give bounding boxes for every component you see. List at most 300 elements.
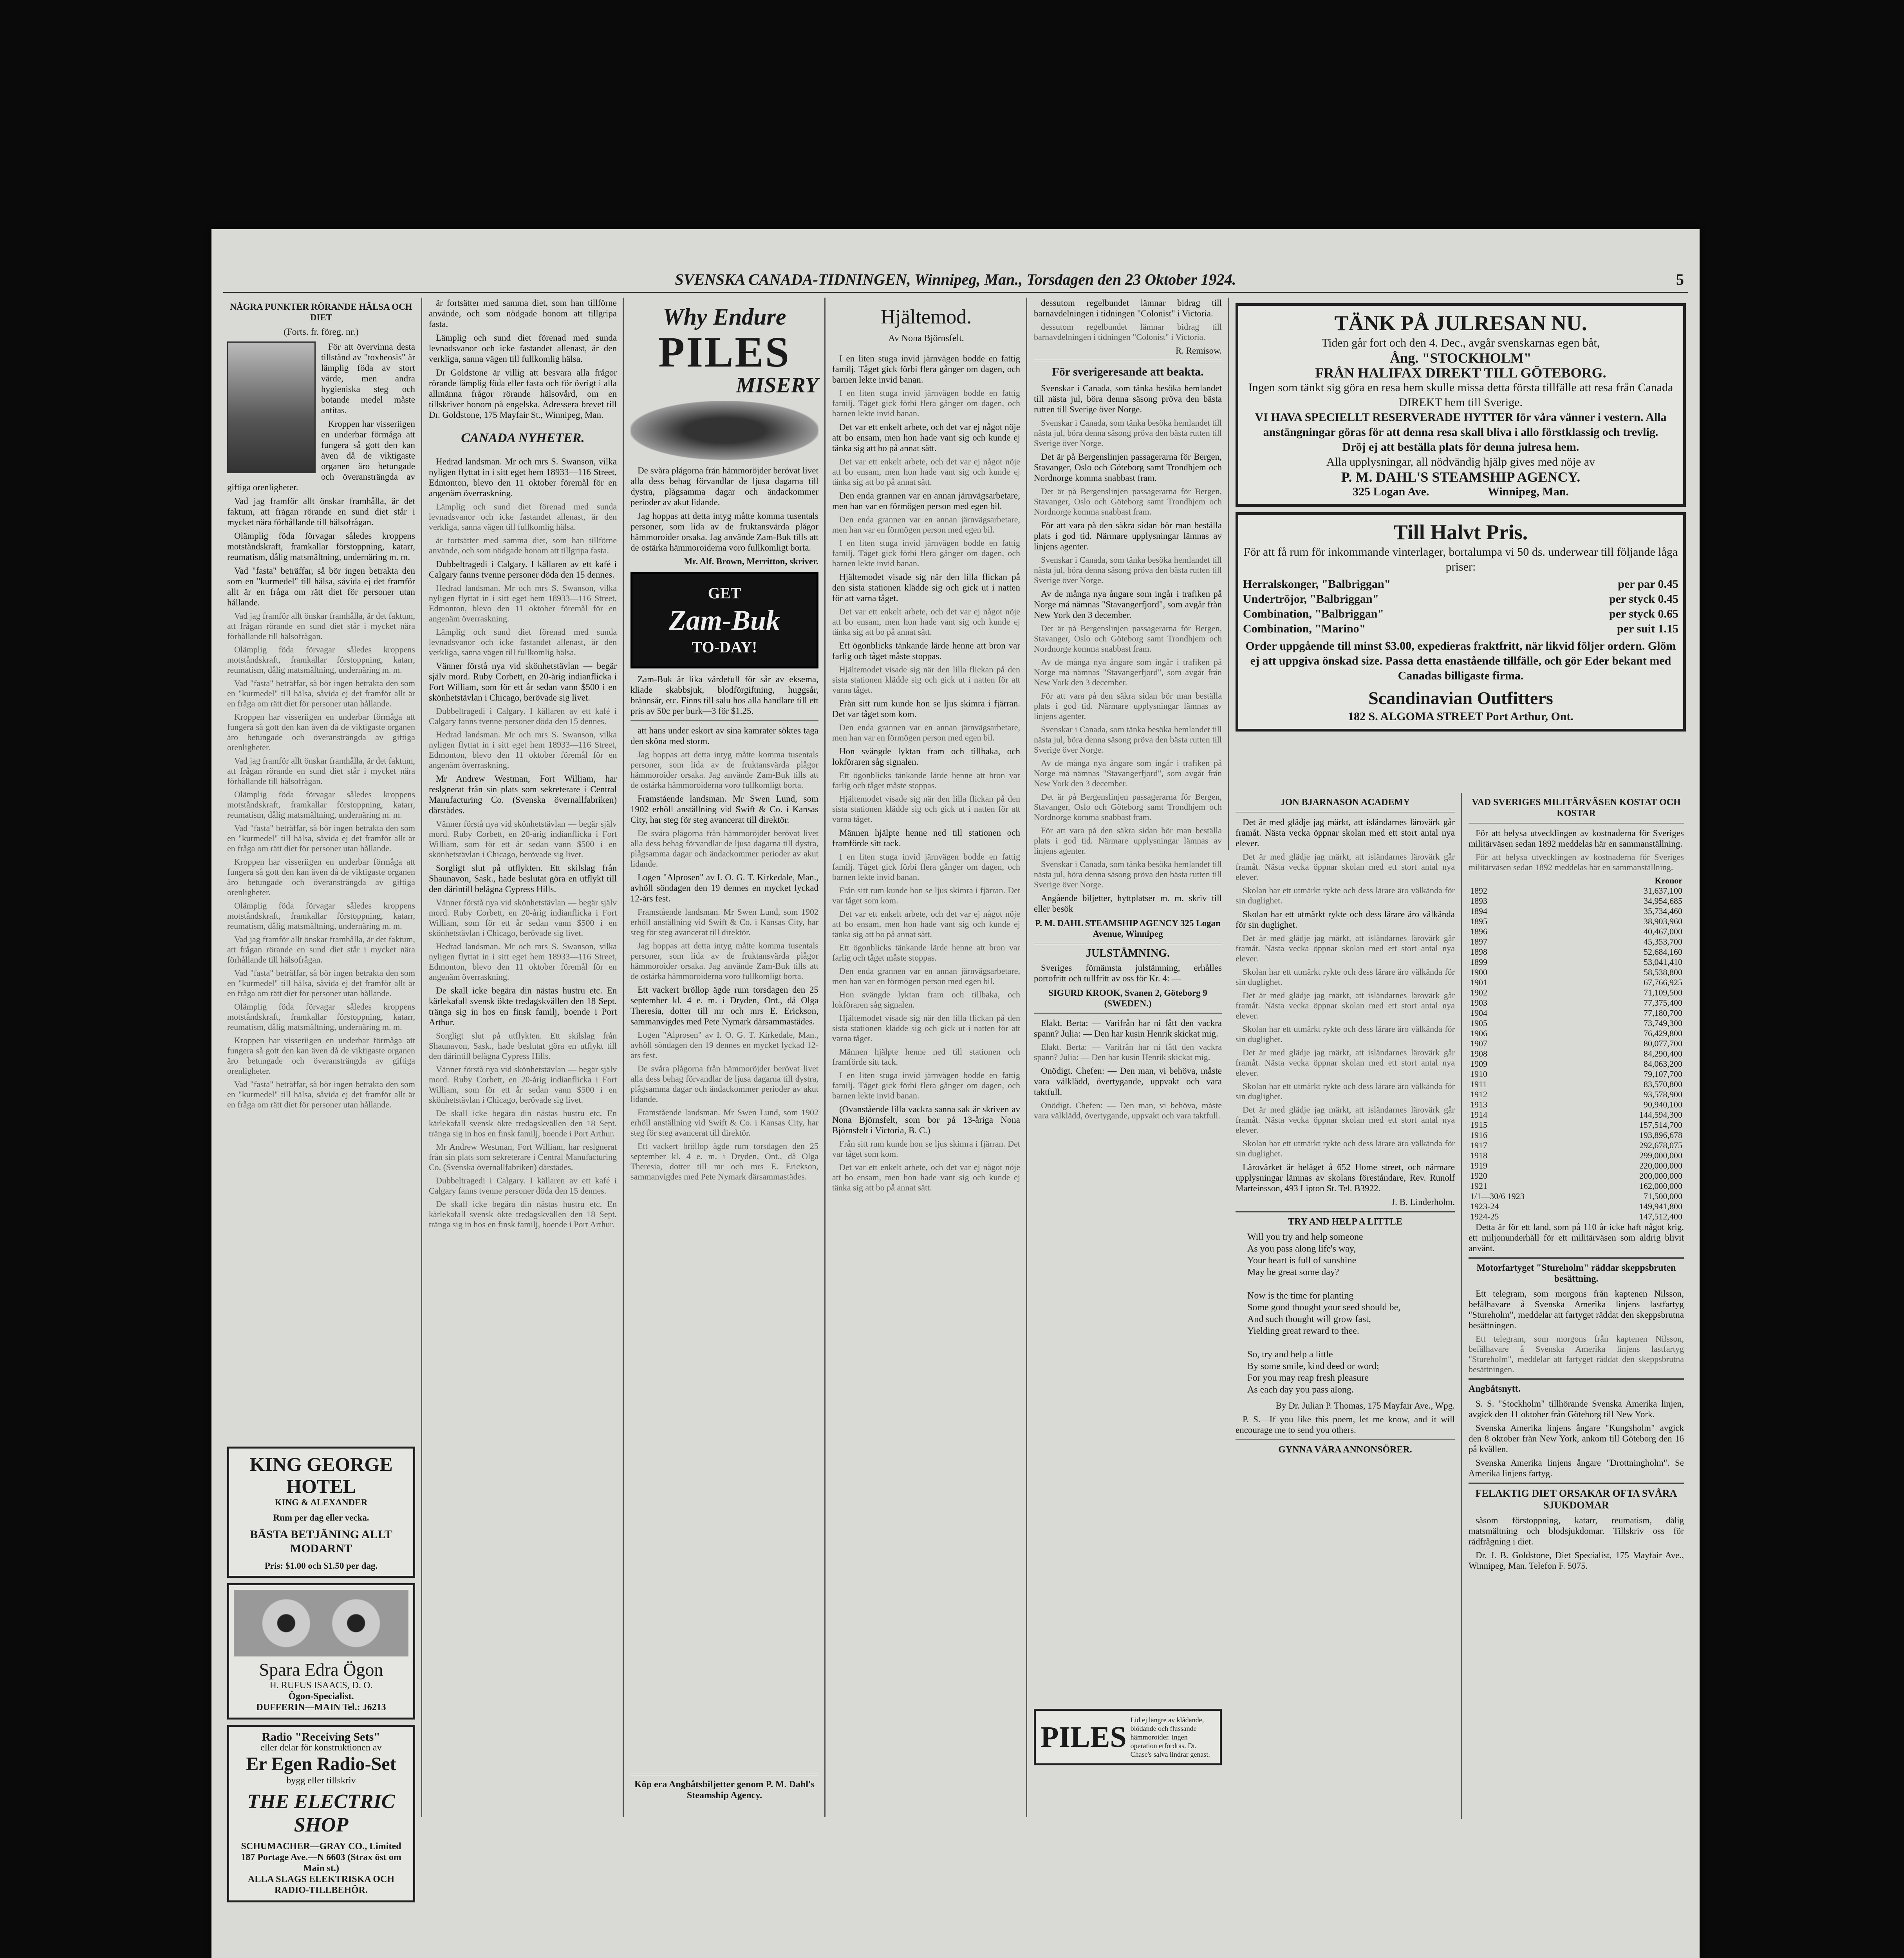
cost-cell: 58,538,800 (1644, 967, 1682, 977)
julresa-line: Ingen som tänkt sig göra en resa hem skulle missa detta första tillfälle att resa från Canada DIREKT hem till Sverige. (1248, 381, 1673, 409)
table-row (1469, 1181, 1684, 1191)
price-label: Combination, "Marino" (1243, 622, 1366, 635)
agency-name: P. M. DAHL STEAMSHIP AGENCY 325 Logan Avenue, Winnipeg (1035, 918, 1221, 939)
masthead-title: SVENSKA CANADA-TIDNINGEN, Winnipeg, Man., Torsdagen den 23 Oktober 1924. (675, 271, 1236, 288)
paragraph: Lämplig och sund diet förenad med sunda levnadsvanor och icke fastandet allenast, är den verkliga, sanna vägen till fullkomlig hälsa. (429, 333, 617, 364)
column-4 (832, 298, 1020, 1817)
paragraph: Det är på Bergenslinjen passagerarna för Bergen, Stavanger, Oslo och Göteborg samt Trondhjem och Nordnorge komma snabbast fram. (1034, 792, 1222, 822)
paragraph: Onödigt. Chefen: — Den man, vi behöva, måste vara välklädd, övertygande, uppvakt och vara taktfull. (1034, 1100, 1222, 1120)
cost-cell: 84,290,400 (1644, 1049, 1682, 1058)
paragraph: Lämplig och sund diet förenad med sunda levnadsvanor och icke fastandet allenast, är den verkliga, sanna vägen till fullkomlig hälsa. (429, 502, 617, 532)
table-row (1469, 906, 1684, 916)
paragraph: De svåra plågorna från hämmoröjder berövat livet alla dess behag förvandlar de ljusa dagarna till dystra, plågsamma dagar och ändackommer perioder av akut lidande. (630, 1064, 818, 1104)
paragraph: Sveriges förnämsta julstämning, erhålles portofritt och tullfritt av oss för Kr. 4: — (1034, 963, 1222, 983)
poem-title: TRY AND HELP A LITTLE (1288, 1217, 1402, 1227)
paragraph: Det är med glädje jag märkt, att isländarnes lärovärk går framåt. Nästa vecka öppnar skolan med ett stort antal nya elever. (1236, 817, 1455, 848)
radio-sub: bygg eller tillskriv (286, 1776, 356, 1786)
paragraph: Ett telegram, som morgons från kaptenen Nilsson, befälhavare å Svenska Amerika linjens lastfartyg "Stureholm", meddelar att fartyget räddat den skeppsbrutna besättningen. (1469, 1334, 1684, 1374)
newspaper-page (211, 229, 1700, 1958)
paragraph: Jag hoppas att detta intyg måtte komma tusentals personer, som lida av de fruktansvärda plågor hämmoroider orsaka. Jag använde Zam-Buk tills att de ostärka hämmoroiderna voro fullkomligt borta. (630, 941, 818, 981)
sub-heading: Angbåtsnytt. (1469, 1384, 1521, 1394)
radio-footer: ALLA SLAGS ELEKTRISKA OCH RADIO-TILLBEHÖR. (247, 1874, 395, 1895)
year-cell: 1893 (1470, 896, 1487, 906)
table-row (1469, 937, 1684, 947)
paragraph: Den enda grannen var en annan järnvägsarbetare, men han var en förmögen person med egen bil. (832, 723, 1020, 742)
year-cell: 1919 (1470, 1161, 1487, 1170)
paragraph: Det är med glädje jag märkt, att isländarnes lärovärk går framåt. Nästa vecka öppnar skolan med ett stort antal nya elever. (1236, 990, 1455, 1021)
paragraph: är fortsätter med samma diet, som han tillförne använde, och som nödgade honom att tillgripa fasta. (429, 535, 617, 555)
paragraph: Vad "fasta" beträffar, så bör ingen betrakta den som en "kurmedel" till hälsa, såvida ej det framför allt är en fråga om rätt diet för personer utan hållande. (227, 823, 415, 853)
paragraph: Skolan har ett utmärkt rykte och dess lärare äro välkända för sin duglighet. (1236, 1081, 1455, 1101)
paragraph: Det är på Bergenslinjen passagerarna för Bergen, Stavanger, Oslo och Göteborg samt Trondhjem och Nordnorge komma snabbast fram. (1034, 452, 1222, 483)
paragraph: Elakt. Berta: — Varifrån har ni fått den vackra spann? Julia: — Den har kusin Henrik skickat mig. (1034, 1018, 1222, 1039)
sub-heading: Motorfartyget "Stureholm" räddar skeppsbruten besättning. (1476, 1263, 1676, 1284)
paragraph: Från sitt rum kunde hon se ljus skimra i fjärran. Det var tåget som kom. (832, 699, 1020, 719)
table-row (1469, 1100, 1684, 1110)
piles-ad-word: PILES (658, 328, 791, 376)
ticket-notice: Köp era Angbåtsbiljetter genom P. M. Dahl's Steamship Agency. (634, 1779, 815, 1801)
radio-sub: eller delar för konstruktionen av (260, 1743, 382, 1753)
year-cell: 1918 (1470, 1151, 1487, 1160)
cost-cell: 93,578,900 (1644, 1089, 1682, 1099)
divider (1236, 812, 1455, 813)
paragraph: De skall icke begära din nästas hustru etc. En kärlekafall svensk ökte tredagskvällen den 18 Sept. tränga sig in hos en finsk familj, boende i Port Arthur. (429, 1108, 617, 1138)
paragraph: För att belysa utvecklingen av kostnaderna för Sveriges militärväsen sedan 1892 meddelas här en sammanställning. (1469, 852, 1684, 872)
suffering-figure-illustration (630, 401, 818, 460)
cost-cell: 84,063,200 (1644, 1059, 1682, 1069)
paragraph: De svåra plågorna från hämmoröjder berövat livet alla dess behag förvandlar de ljusa dagarna till dystra, plågsamma dagar och ändackommer perioder av akut lidande. (630, 828, 818, 869)
table-row (1469, 1201, 1684, 1212)
paragraph: Vad jag framför allt önskar framhålla, är det faktum, att frågan rörande en sund diet står i mycket nära förhållande till hälsofrågan. (227, 934, 415, 965)
year-cell: 1895 (1470, 916, 1487, 926)
shop-name: SIGURD KROOK, Svanen 2, Göteborg 9 (SWEDEN.) (1048, 988, 1207, 1008)
column-divider (1026, 298, 1027, 1817)
paragraph: Ett telegram, som morgons från kaptenen Nilsson, befälhavare å Svenska Amerika linjens lastfartyg "Stureholm", meddelar att fartyget räddat den skeppsbrutna besättningen. (1469, 1289, 1684, 1330)
year-cell: 1906 (1470, 1028, 1487, 1038)
paragraph: Dr Goldstone är villig att besvara alla frågor rörande lämplig föda eller fasta och för övrigt i alla allmänna frågor rörande hälsovård, om en tillskriver honom på engelska. Adressera brevet till Dr. Goldstone, 175 Mayfair St., Winnipeg, Man. (429, 368, 617, 420)
poem-postscript: P. S.—If you like this poem, let me know, and it will encourage me to send you others. (1236, 1414, 1455, 1435)
poem-text: Will you try and help someone As you pass along life's way, Your heart is full of sunshine May be great some day? Now is the time for planting Some good thought your seed should be, And such thought will grow fast, Yielding great reward to thee. So, try and help a little By some smile, kind deed or word; For you may reap fresh pleasure As each day you pass along. (1247, 1232, 1401, 1395)
cost-cell: 52,684,160 (1644, 947, 1682, 957)
paragraph: Vad "fasta" beträffar, så bör ingen betrakta den som en "kurmedel" till hälsa, såvida ej det framför allt är en fråga om rätt diet för personer utan hållande. (227, 1079, 415, 1109)
paragraph: Olämplig föda förvagar således kroppens motståndskraft, framkallar förstoppning, katarr, reumatism, dålig matsmältning, undernäring m. m. (227, 901, 415, 931)
cost-cell: 292,678,075 (1639, 1140, 1682, 1150)
divider (1469, 1483, 1684, 1484)
year-cell: 1915 (1470, 1120, 1487, 1130)
table-row (1469, 967, 1684, 977)
column-divider (1228, 298, 1229, 850)
radio-advert (227, 1725, 415, 1902)
paragraph: Det var ett enkelt arbete, och det var ej något nöje att bo ensam, men hon hade vant sig och kunde ej tänka sig att bo på annat sätt. (832, 607, 1020, 637)
divider (1469, 1378, 1684, 1380)
zambuk-today: TO-DAY! (692, 638, 757, 656)
radio-address: 187 Portage Ave.—N 6603 (Strax öst om Main st.) (241, 1852, 401, 1873)
paragraph: Av de många nya ångare som ingår i trafiken på Norge må nämnas "Stavangerfjord", som avgår från New York den 3 december. (1034, 657, 1222, 687)
paragraph: I en liten stuga invid järnvägen bodde en fattig familj. Tåget gick förbi flera gånger om dagen, och barnen lekte invid banan. (832, 852, 1020, 882)
piles-small-advert (1034, 1703, 1222, 1771)
year-cell: 1909 (1470, 1059, 1487, 1069)
hotel-price: Pris: $1.00 och $1.50 per dag. (264, 1561, 378, 1571)
paragraph: Från sitt rum kunde hon se ljus skimra i fjärran. Det var tåget som kom. (832, 885, 1020, 905)
paragraph: Dr. J. B. Goldstone, Diet Specialist, 175 Mayfair Ave., Winnipeg, Man. Telefon F. 5075. (1469, 1550, 1684, 1571)
paragraph: Det var ett enkelt arbete, och det var ej något nöje att bo ensam, men hon hade vant sig och kunde ej tänka sig att bo på annat sätt. (832, 909, 1020, 939)
paragraph: Sorgligt slut på utflykten. Ett skilslag från Shaunavon, Sask., hade beslutat göra en utflykt till den därintill belägna Cypress Hills. (429, 863, 617, 894)
top-right-adverts (1236, 298, 1686, 854)
year-cell: 1/1—30/6 1923 (1470, 1191, 1525, 1201)
paragraph: Vad "fasta" beträffar, så bör ingen betrakta den som en "kurmedel" till hälsa, såvida ej det framför allt är en fråga om rätt diet för personer utan hållande. (227, 678, 415, 708)
year-cell: 1898 (1470, 947, 1487, 957)
column-divider (824, 298, 826, 1817)
year-cell: 1920 (1470, 1171, 1487, 1181)
cost-cell: 80,077,700 (1644, 1039, 1682, 1048)
paragraph: Jag hoppas att detta intyg måtte komma tusentals personer, som lida av de fruktansvärda plågor hämmoroider orsaka. Jag använde Zam-Buk tills att de ostärka hämmoroiderna voro fullkomligt borta. (630, 750, 818, 790)
electric-shop-logo: THE ELECTRIC SHOP (247, 1790, 395, 1836)
paragraph: Hedrad landsman. Mr och mrs S. Swanson, vilka nyligen flyttat in i sitt eget hem 18933—116 Street, Edmonton, blevo den 11 oktober föremål för en angenäm överraskning. (429, 730, 617, 770)
cost-cell: 77,375,400 (1644, 998, 1682, 1008)
story-byline: Av Nona Björnsfelt. (888, 333, 964, 343)
radio-headline: Er Egen Radio-Set (246, 1754, 396, 1774)
paragraph: Männen hjälpte henne ned till stationen och framförde sitt tack. (832, 828, 1020, 848)
cost-cell: 147,512,400 (1639, 1212, 1682, 1221)
paragraph: Mr Andrew Westman, Fort William, har reslgnerat från sin plats som sekreterare i Central Manufacturing Co. (Svenska övernallfabriken) därstädes. (429, 774, 617, 815)
optician-advert (227, 1583, 415, 1720)
table-row (1469, 1059, 1684, 1069)
testimonial-signature: Mr. Alf. Brown, Merritton, skriver. (684, 556, 818, 566)
paragraph: Hedrad landsman. Mr och mrs S. Swanson, vilka nyligen flyttat in i sitt eget hem 18933—116 Street, Edmonton, blevo den 11 oktober föremål för en angenäm överraskning. (429, 457, 617, 498)
price-label: Undertröjor, "Balbriggan" (1243, 592, 1379, 605)
divider (630, 720, 818, 721)
table-row (1469, 1039, 1684, 1049)
section-heading: VAD SVERIGES MILITÄRVÄSEN KOSTAT OCH KOSTAR (1472, 797, 1681, 818)
paragraph: Svenska Amerika linjens ångare "Drottningholm". Se Amerika linjens fartyg. (1469, 1458, 1684, 1478)
cost-cell: 31,637,100 (1644, 886, 1682, 896)
paragraph: Ett ögonblicks tänkande lärde henne att bron var farlig och tåget måste stoppas. (832, 943, 1020, 963)
optician-name: H. RUFUS ISAACS, D. O. (269, 1680, 373, 1691)
cost-cell: 71,109,500 (1644, 988, 1682, 997)
julresa-address: 325 Logan Ave. Winnipeg, Man. (1353, 485, 1569, 498)
cost-cell: 149,941,800 (1639, 1201, 1682, 1211)
paragraph: Männen hjälpte henne ned till stationen och framförde sitt tack. (832, 1047, 1020, 1067)
table-header-cell (1469, 876, 1588, 886)
divider (1236, 1439, 1455, 1440)
paragraph: Svenska Amerika linjens ångare "Kungsholm" avgick den 8 oktober från New York, ankom till Göteborg den 16 på kvällen. (1469, 1423, 1684, 1454)
year-cell: 1911 (1470, 1079, 1487, 1089)
year-cell: 1921 (1470, 1181, 1487, 1191)
piles-advert (630, 303, 818, 460)
paragraph: Mr Andrew Westman, Fort William, har reslgnerat från sin plats som sekreterare i Central Manufacturing Co. (Svenska övernallfabriken) därstädes. (429, 1142, 617, 1172)
zambuk-get: GET (708, 584, 741, 602)
halvt-pris-title: Till Halvt Pris. (1393, 520, 1528, 544)
paragraph: Logen "Alprosen" av I. O. G. T. Kirkedale, Man., avhöll söndagen den 19 dennes en mycket lyckad 12-års fest. (630, 1030, 818, 1060)
paragraph: Kroppen har visseriigen en underbar förmåga att fungera så gott den kan även då de viktigaste organen äro betungade och överansträngda av giftiga orenligheter. (227, 419, 415, 492)
julresa-line: Dröj ej att beställa plats för denna julresa hem. (1342, 441, 1579, 453)
paragraph: Dubbeltragedi i Calgary. I källaren av ett kafé i Calgary fanns tvenne personer döda den 15 dennes. (429, 706, 617, 726)
julresa-agency: P. M. DAHL'S STEAMSHIP AGENCY. (1341, 469, 1581, 485)
year-cell: 1901 (1470, 977, 1487, 987)
paragraph: Skolan har ett utmärkt rykte och dess lärare äro välkända för sin duglighet. (1236, 967, 1455, 987)
outfitters-address: 182 S. ALGOMA STREET Port Arthur, Ont. (1348, 710, 1573, 723)
column-1 (227, 298, 415, 1895)
signature: R. Remisow. (1176, 346, 1222, 356)
price-label: Combination, "Balbriggan" (1243, 607, 1384, 620)
table-row (1469, 1120, 1684, 1130)
table-row (1469, 1028, 1684, 1039)
divider (1034, 1013, 1222, 1014)
paragraph: Skolan har ett utmärkt rykte och dess lärare äro välkända för sin duglighet. (1236, 1024, 1455, 1044)
table-row (1469, 1171, 1684, 1181)
price-value: per styck 0.45 (1609, 592, 1678, 605)
column-divider (623, 298, 624, 1817)
year-cell: 1904 (1470, 1008, 1487, 1018)
table-row (1469, 1018, 1684, 1028)
masthead (211, 270, 1700, 290)
year-cell: 1905 (1470, 1018, 1487, 1028)
piles-small-text: Lid ej längre av klådande, blödande och flussande hämmoroider. Ingen operation erfordras. Dr. Chase's salva lindrar genast. (1130, 1716, 1210, 1758)
paragraph: Det är med glädje jag märkt, att isländarnes lärovärk går framåt. Nästa vecka öppnar skolan med ett stort antal nya elever. (1236, 1105, 1455, 1135)
table-row (1469, 998, 1684, 1008)
column-5 (1034, 298, 1222, 1817)
price-value: per suit 1.15 (1617, 622, 1678, 635)
paragraph: För att övervinna desta tillstånd av "toxheosis" är lämplig föda av stort värde, men andra hygieniska steg och botande medel måste antitas. (321, 342, 415, 415)
paragraph: De svåra plågorna från hämmoröjder berövat livet alla dess behag förvandlar de ljusa dagarna till dystra, plågsamma dagar och ändackommer perioder av akut lidande. (630, 466, 818, 507)
section-heading: JULSTÄMNING. (1086, 947, 1170, 959)
price-row (1243, 577, 1678, 592)
year-cell: 1900 (1470, 967, 1487, 977)
paragraph: Svenskar i Canada, som tänka besöka hemlandet till nästa jul, böra denna säsong pröva den bästa rutten till Sverige över Norge. (1034, 859, 1222, 889)
table-row (1469, 1049, 1684, 1059)
radio-title: Radio "Receiving Sets" (262, 1730, 380, 1743)
paragraph: Logen "Alprosen" av I. O. G. T. Kirkedale, Man., avhöll söndagen den 19 dennes en mycket lyckad 12-års fest. (630, 872, 818, 903)
paragraph: Ett vackert bröllop ägde rum torsdagen den 25 september kl. 4 e. m. i Dryden, Ont., då Olga Theresia, dotter till mr och mrs E. Erickson, sammanvigdes med Pete Nymark därsammastädes. (630, 1141, 818, 1181)
paragraph: Hon svängde lyktan fram och tillbaka, och lokföraren såg signalen. (832, 990, 1020, 1010)
paragraph: Det var ett enkelt arbete, och det var ej något nöje att bo ensam, men hon hade vant sig och kunde ej tänka sig att bo på annat sätt. (832, 1162, 1020, 1192)
halvt-pris-line: För att få rum för inkommande vinterlager, bortalumpa vi 50 ds. underwear till följande låga priser: (1243, 545, 1678, 573)
paragraph: Ett ögonblicks tänkande lärde henne att bron var farlig och tåget måste stoppas. (832, 641, 1020, 661)
author-portrait (227, 341, 316, 473)
paragraph: Lämplig och sund diet förenad med sunda levnadsvanor och icke fastandet allenast, är den verkliga, sanna vägen till fullkomlig hälsa. (429, 627, 617, 657)
table-row (1469, 916, 1684, 927)
price-value: per styck 0.65 (1609, 607, 1678, 620)
optician-title: Spara Edra Ögon (259, 1660, 383, 1680)
paragraph: Olämplig föda förvagar således kroppens motståndskraft, framkallar förstoppning, katarr, reumatism, dålig matsmältning, undernäring m. m. (227, 645, 415, 675)
table-row (1469, 947, 1684, 957)
cost-cell: 157,514,700 (1639, 1120, 1682, 1130)
year-cell: 1913 (1470, 1100, 1487, 1109)
zambuk-advert (630, 572, 818, 668)
cost-cell: 38,903,960 (1644, 916, 1682, 926)
price-list (1243, 577, 1678, 636)
table-row (1469, 1212, 1684, 1222)
paragraph: Detta är för ett land, som på 110 år icke haft något krig, ett miljonunderhåll för ett militärväsen som aldrig blivit använt. (1469, 1222, 1684, 1253)
hotel-advert (227, 1447, 415, 1578)
piles-ad-misery: MISERY (736, 373, 818, 397)
paragraph: Hjältemodet visade sig när den lilla flickan på den sista stationen klädde sig och gick ut i natten för att varna tåget. (832, 665, 1020, 695)
poem-signature: By Dr. Julian P. Thomas, 175 Mayfair Ave., Wpg. (1275, 1401, 1455, 1411)
table-header-cell: Kronor (1655, 876, 1682, 885)
paragraph: Svenskar i Canada, som tänka besöka hemlandet till nästa jul, böra denna säsong pröva den bästa rutten till Sverige över Norge. (1034, 383, 1222, 414)
julresa-route: FRÅN HALIFAX DIREKT TILL GÖTEBORG. (1315, 365, 1606, 381)
paragraph: Hjältemodet visade sig när den lilla flickan på den sista stationen klädde sig och gick ut i natten för att varna tåget. (832, 572, 1020, 603)
footer-notice (630, 1770, 818, 1805)
paragraph: Det är med glädje jag märkt, att isländarnes lärovärk går framåt. Nästa vecka öppnar skolan med ett stort antal nya elever. (1236, 852, 1455, 882)
paragraph: att hans under eskort av sina kamrater söktes taga den sköna med storm. (630, 726, 818, 746)
table-header-row (1469, 876, 1684, 886)
paragraph: I en liten stuga invid järnvägen bodde en fattig familj. Tåget gick förbi flera gånger om dagen, och barnen lekte invid banan. (832, 538, 1020, 568)
piles-ad-top: Why Endure (663, 304, 786, 330)
year-cell: 1899 (1470, 957, 1487, 967)
paragraph: Lärovärket är beläget å 652 Home street, och närmare upplysningar lämnas av skolans föreståndare, Rev. Runolf Marteinsson, 493 Lipton St. Tel. B3922. (1236, 1162, 1455, 1193)
year-cell: 1924-25 (1470, 1212, 1499, 1221)
paragraph: Olämplig föda förvagar således kroppens motståndskraft, framkallar förstoppning, katarr, reumatism, dålig matsmältning, undernäring m. m. (227, 789, 415, 820)
paragraph: Det var ett enkelt arbete, och det var ej något nöje att bo ensam, men hon hade vant sig och kunde ej tänka sig att bo på annat sätt. (832, 422, 1020, 453)
table-row (1469, 1151, 1684, 1161)
year-cell: 1923-24 (1470, 1201, 1499, 1211)
paragraph: Onödigt. Chefen: — Den man, vi behöva, måste vara välklädd, övertygande, uppvakt och vara taktfull. (1034, 1066, 1222, 1097)
paragraph: Skolan har ett utmärkt rykte och dess lärare äro välkända för sin duglighet. (1236, 1138, 1455, 1158)
price-label: Herralskonger, "Balbriggan" (1243, 578, 1391, 591)
table-row (1469, 1191, 1684, 1201)
year-cell: 1916 (1470, 1130, 1487, 1140)
paragraph: Svenskar i Canada, som tänka besöka hemlandet till nästa jul, böra denna säsong pröva den bästa rutten till Sverige över Norge. (1034, 555, 1222, 585)
section-heading: CANADA NYHETER. (461, 431, 585, 445)
cost-cell: 299,000,000 (1639, 1151, 1682, 1160)
optician-title-line: Ögon-Specialist. (288, 1691, 354, 1702)
halvt-pris-advert (1236, 512, 1686, 732)
military-cost-table (1469, 876, 1684, 1222)
table-row (1469, 896, 1684, 906)
paragraph: Dubbeltragedi i Calgary. I källaren av ett kafé i Calgary fanns tvenne personer döda den 15 dennes. (429, 559, 617, 580)
paragraph: Vänner förstå nya vid skönhetstävlan — begär själv mord. Ruby Corbett, en 20-årig indianflicka i Fort William, som för ett år sedan vann $500 i en skönhetstävlan i Chicago, berövade sig livet. (429, 898, 617, 938)
column-2 (429, 298, 617, 1817)
paragraph: I en liten stuga invid järnvägen bodde en fattig familj. Tåget gick förbi flera gånger om dagen, och barnen lekte invid banan. (832, 354, 1020, 385)
optician-address: DUFFERIN—MAIN Tel.: J6213 (256, 1702, 386, 1712)
paragraph: Ett ögonblicks tänkande lärde henne att bron var farlig och tåget måste stoppas. (832, 770, 1020, 790)
cost-cell: 79,107,700 (1644, 1069, 1682, 1079)
cost-cell: 34,954,685 (1644, 896, 1682, 906)
zambuk-logo: Zam-Buk (668, 605, 780, 636)
paragraph: Vänner förstå nya vid skönhetstävlan — begär själv mord. Ruby Corbett, en 20-årig indianflicka i Fort William, som för ett år sedan vann $500 i en skönhetstävlan i Chicago, berövade sig livet. (429, 819, 617, 859)
cost-cell: 71,500,000 (1644, 1191, 1682, 1201)
price-row (1243, 621, 1678, 636)
paragraph: Ett vackert bröllop ägde rum torsdagen den 25 september kl. 4 e. m. i Dryden, Ont., då Olga Theresia, dotter till mr och mrs E. Erickson, sammanvigdes med Pete Nymark därsammastädes. (630, 985, 818, 1026)
paragraph: För att belysa utvecklingen av kostnaderna för Sveriges militärväsen sedan 1892 meddelas här en sammanställning. (1469, 828, 1684, 849)
page-number: 5 (1676, 271, 1684, 288)
paragraph: Det är på Bergenslinjen passagerarna för Bergen, Stavanger, Oslo och Göteborg samt Trondhjem och Nordnorge komma snabbast fram. (1034, 486, 1222, 517)
paragraph: Framstående landsman. Mr Swen Lund, som 1902 erhöll anställning vid Swift & Co. i Kansas City, har steg för steg avancerat till direktör. (630, 794, 818, 825)
paragraph: Det är på Bergenslinjen passagerarna för Bergen, Stavanger, Oslo och Göteborg samt Trondhjem och Nordnorge komma snabbast fram. (1034, 623, 1222, 654)
paragraph: Vänner förstå nya vid skönhetstävlan — begär själv mord. Ruby Corbett, en 20-årig indianflicka i Fort William, som för ett år sedan vann $500 i en skönhetstävlan i Chicago, berövade sig livet. (429, 661, 617, 703)
paragraph: För att vara på den säkra sidan bör man beställa plats i god tid. Närmare upplysningar lämnas av linjens agenter. (1034, 691, 1222, 721)
paragraph: Det var ett enkelt arbete, och det var ej något nöje att bo ensam, men hon hade vant sig och kunde ej tänka sig att bo på annat sätt. (832, 457, 1020, 487)
section-heading: JON BJARNASON ACADEMY (1280, 797, 1410, 807)
divider (1469, 1257, 1684, 1259)
column-divider (1461, 793, 1462, 1819)
column-6 (1236, 793, 1455, 1819)
cost-cell: 144,594,300 (1639, 1110, 1682, 1120)
paragraph: Kroppen har visseriigen en underbar förmåga att fungera så gott den kan även då de viktigaste organen äro betungade och överansträngda av giftiga orenligheter. (227, 712, 415, 752)
cost-cell: 193,896,678 (1639, 1130, 1682, 1140)
paragraph: (Ovanstående lilla vackra sanna sak är skriven av Nona Björnsfelt, som bor på 13-åriga Nona Björnsfelt i Victoria, B. C.) (832, 1104, 1020, 1135)
cost-cell: 220,000,000 (1639, 1161, 1682, 1170)
julresa-line: Alla upplysningar, all nödvändig hjälp gives med nöje av (1326, 455, 1595, 468)
table-row (1469, 988, 1684, 998)
paragraph: För att vara på den säkra sidan bör man beställa plats i god tid. Närmare upplysningar lämnas av linjens agenter. (1034, 520, 1222, 551)
paragraph: Av de många nya ångare som ingår i trafiken på Norge må nämnas "Stavangerfjord", som avgår från New York den 3 december. (1034, 758, 1222, 788)
year-cell: 1912 (1470, 1089, 1487, 1099)
year-cell: 1907 (1470, 1039, 1487, 1048)
julresa-advert (1236, 303, 1686, 507)
piles-small-box (1034, 1709, 1222, 1765)
table-row (1469, 1130, 1684, 1140)
table-row (1469, 1069, 1684, 1079)
cost-cell: 67,766,925 (1644, 977, 1682, 987)
table-row (1469, 1089, 1684, 1100)
cost-cell: 162,000,000 (1639, 1181, 1682, 1191)
paragraph: De skall icke begära din nästas hustru etc. En kärlekafall svensk ökte tredagskvällen den 18 Sept. tränga sig in hos en finsk familj, boende i Port Arthur. (429, 1199, 617, 1229)
julresa-line: VI HAVA SPECIELLT RESERVERADE HYTTER för våra vänner i vestern. Alla anstängningar göras för att denna resa skall bliva i allo förstklassig och trevlig. (1255, 411, 1667, 439)
price-row (1243, 607, 1678, 621)
paragraph: dessutom regelbundet lämnar bidrag till barnavdelningen i tidningen "Colonist" i Victoria. (1034, 298, 1222, 318)
year-cell: 1908 (1470, 1049, 1487, 1058)
paragraph: Olämplig föda förvagar således kroppens motståndskraft, framkallar förstoppning, katarr, reumatism, dålig matsmältning, undernäring m. m. (227, 1002, 415, 1032)
paragraph: Jag hoppas att detta intyg måtte komma tusentals personer, som lida av de fruktansvärda plågor hämmoroider orsaka. Jag använde Zam-Buk tills att de ostärka hämmoroiderna voro fullkomligt borta. (630, 511, 818, 553)
paragraph: Sorgligt slut på utflykten. Ett skilslag från Shaunavon, Sask., hade beslutat göra en utflykt till den därintill belägna Cypress Hills. (429, 1031, 617, 1061)
paragraph: De skall icke begära din nästas hustru etc. En kärlekafall svensk ökte tredagskvällen den 18 Sept. tränga sig in hos en finsk familj, boende i Port Arthur. (429, 986, 617, 1027)
paragraph: I en liten stuga invid järnvägen bodde en fattig familj. Tåget gick förbi flera gånger om dagen, och barnen lekte invid banan. (832, 388, 1020, 418)
table-row (1469, 1008, 1684, 1018)
paragraph: Hon svängde lyktan fram och tillbaka, och lokföraren såg signalen. (832, 746, 1020, 767)
halvt-pris-line: Order uppgående till minst $3.00, expedieras fraktfritt, när likvid följer ordern. Glöm ej att uppgiva önskad size. Passa detta enastående tillfälle, och gör Eder bekant med Canadas billigaste firma. (1245, 639, 1676, 682)
divider (1034, 360, 1222, 361)
cost-cell: 90,940,100 (1644, 1100, 1682, 1109)
table-row (1469, 1110, 1684, 1120)
paragraph: Hjältemodet visade sig när den lilla flickan på den sista stationen klädde sig och gick ut i natten för att varna tåget. (832, 794, 1020, 824)
cost-cell: 77,180,700 (1644, 1008, 1682, 1018)
cost-cell: 40,467,000 (1644, 927, 1682, 936)
paragraph: För att vara på den säkra sidan bör man beställa plats i god tid. Närmare upplysningar lämnas av linjens agenter. (1034, 825, 1222, 856)
paragraph: Från sitt rum kunde hon se ljus skimra i fjärran. Det var tåget som kom. (832, 1139, 1020, 1159)
paragraph: Svenskar i Canada, som tänka besöka hemlandet till nästa jul, böra denna säsong pröva den bästa rutten till Sverige över Norge. (1034, 724, 1222, 755)
cost-cell: 35,734,460 (1644, 906, 1682, 916)
ads-stack (227, 1441, 415, 1908)
year-cell: 1896 (1470, 927, 1487, 936)
table-row (1469, 886, 1684, 896)
paragraph: Skolan har ett utmärkt rykte och dess lärare äro välkända för sin duglighet. (1236, 909, 1455, 930)
table-body (1469, 876, 1684, 1222)
year-cell: 1897 (1470, 937, 1487, 946)
diet-heading: FELAKTIG DIET ORSAKAR OFTA SVÅRA SJUKDOMAR (1475, 1488, 1677, 1511)
julresa-title: TÄNK PÅ JULRESAN NU. (1334, 311, 1587, 335)
signature: J. B. Linderholm. (1391, 1197, 1455, 1207)
paragraph: Vad "fasta" beträffar, så bör ingen betrakta den som en "kurmedel" till hälsa, såvida ej det framför allt är en fråga om rätt diet för personer utan hållande. (227, 968, 415, 998)
piles-small-word: PILES (1041, 1721, 1127, 1754)
story-title: Hjältemod. (880, 306, 972, 328)
paragraph: Vad "fasta" beträffar, så bör ingen betrakta den som en "kurmedel" till hälsa, såvida ej det framför allt är en fråga om rätt diet för personer utan hållande. (227, 566, 415, 607)
year-cell: 1892 (1470, 886, 1487, 896)
table-row (1469, 1140, 1684, 1151)
table-row (1469, 1161, 1684, 1171)
year-cell: 1894 (1470, 906, 1487, 916)
paragraph: Kroppen har visseriigen en underbar förmåga att fungera så gott den kan även då de viktigaste organen äro betungade och överansträngda av giftiga orenligheter. (227, 857, 415, 897)
paragraph: Vad jag framför allt önskar framhålla, är det faktum, att frågan rörande en sund diet står i mycket nära förhållande till hälsofrågan. (227, 496, 415, 527)
table-row (1469, 957, 1684, 967)
cost-cell: 53,041,410 (1644, 957, 1682, 967)
hotel-name: KING GEORGE HOTEL (249, 1453, 393, 1497)
radio-company: SCHUMACHER—GRAY CO., Limited (241, 1841, 401, 1851)
paragraph: Vad jag framför allt önskar framhålla, är det faktum, att frågan rörande en sund diet står i mycket nära förhållande till hälsofrågan. (227, 611, 415, 641)
paragraph: Olämplig föda förvagar således kroppens motståndskraft, framkallar förstoppning, katarr, reumatism, dålig matsmältning, undernäring m. m. (227, 531, 415, 562)
paragraph: Elakt. Berta: — Varifrån har ni fått den vackra spann? Julia: — Den har kusin Henrik skickat mig. (1034, 1042, 1222, 1062)
